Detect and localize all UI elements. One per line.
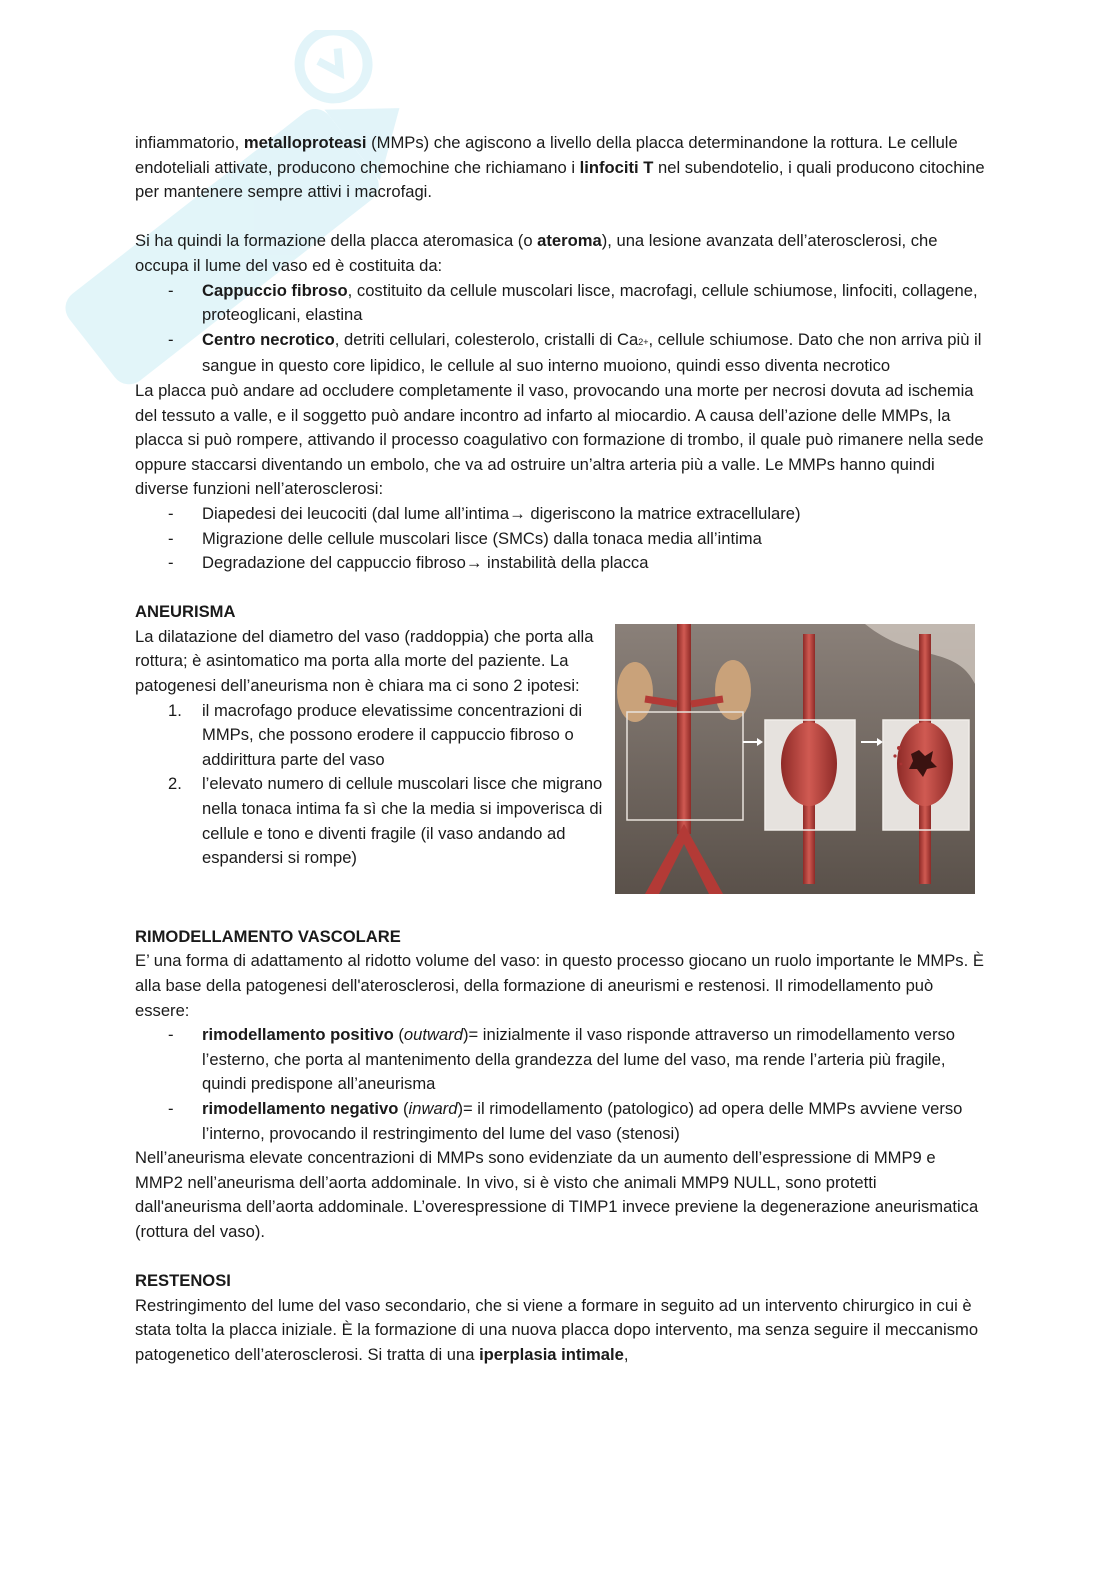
aneurisma-section — [135, 600, 985, 900]
mmp-functions-list — [135, 502, 985, 576]
list-item: - rimodellamento negativo (inward)= il rimodellamento (patologico) ad opera delle MMPs avviene verso l’interno, provocando il restringimento del lume del vaso (stenosi) — [135, 1097, 985, 1146]
section-heading: RESTENOSI — [135, 1271, 231, 1291]
ateroma-components-list — [135, 279, 985, 379]
rimodellamento-list — [135, 1023, 985, 1146]
list-item: - Cappuccio fibroso, costituito da cellule muscolari lisce, macrofagi, cellule schiumose, linfociti, collagene, proteoglicani, elastina — [135, 279, 985, 328]
paragraph-metalloproteasi: infiammatorio, metalloproteasi (MMPs) che agiscono a livello della placca determinandone la rottura. Le cellule endoteliali attivate, producono chemochine che richiamano i linfociti T nel subendotelio, i quali producono citochine per mantenere sempre attivi i macrofagi. — [135, 133, 985, 202]
kidney-right-icon — [715, 660, 751, 720]
aneurisma-hypotheses-list — [135, 699, 615, 871]
section-heading: RIMODELLAMENTO VASCOLARE — [135, 926, 401, 946]
aneurisma-intro: La dilatazione del diametro del vaso (raddoppia) che porta alla rottura; è asintomatico ma porta alla morte del paziente. La patogenesi dell’aneurisma non è chiara ma ci sono 2 ipotesi: — [135, 626, 594, 696]
list-item: 2. l’elevato numero di cellule muscolari lisce che migrano nella tonaca intima fa sì che la media si impoverisca di cellule e tono e diventi fragile (il vaso andando ad espandersi si rompe) — [168, 774, 603, 868]
list-item: - Degradazione del cappuccio fibroso→ instabilità della placca — [135, 551, 985, 576]
list-item: - Centro necrotico, detriti cellulari, colesterolo, cristalli di Ca2+, cellule schiumose. Dato che non arriva più il sangue in questo core lipidico, le cellule al suo interno muoiono, quindi esso diventa necrotico — [135, 328, 985, 379]
restenosi-text: Restringimento del lume del vaso secondario, che si viene a formare in seguito ad un intervento chirurgico in cui è stata tolta la placca iniziale. È la formazione di una nuova placca dopo intervento, ma senza seguire il meccanismo patogenetico dell’aterosclerosi. Si tratta di una iperplasia intimale, — [135, 1295, 979, 1364]
section-heading: ANEURISMA — [135, 602, 236, 622]
list-item: - rimodellamento positivo (outward)= inizialmente il vaso risponde attraverso un rimodellamento verso l’esterno, che porta al mantenimento della grandezza del lume del vaso, ma rende l’arteria più fragile, quindi predispone all’aneurisma — [135, 1023, 985, 1097]
kidney-left-icon — [617, 662, 653, 722]
rimodellamento-outro: Nell’aneurisma elevate concentrazioni di MMPs sono evidenziate da un aumento dell’espressione di MMP9 e MMP2 nell’aneurisma dell’aorta addominale. In vivo, si è visto che animali MMP9 NULL, sono protetti dall'aneurisma dell’aorta addominale. L’overespressione di TIMP1 invece previene la degenerazione aneurismatica (rottura del vaso). — [135, 1148, 979, 1241]
aneurysm-illustration — [615, 624, 975, 894]
document-page — [135, 131, 985, 1368]
list-item: - Migrazione delle cellule muscolari lisce (SMCs) dalla tonaca media all’intima — [135, 527, 985, 552]
paragraph-placca: La placca può andare ad occludere completamente il vaso, provocando una morte per necrosi dovuta ad ischemia del tessuto a valle, e il soggetto può andare incontro ad infarto al miocardio. A causa dell’azione delle MMPs, la placca si può rompere, attivando il processo coagulativo con formazione di trombo, il quale può rimanere nella sede oppure staccarsi diventando un embolo, che va ad ostruire un’altra arteria più a valle. Le MMPs hanno quindi diverse funzioni nell’aterosclerosi: — [135, 380, 984, 499]
list-item: 1. il macrofago produce elevatissime concentrazioni di MMPs, che possono erodere il cappuccio fibroso o addirittura parte del vaso — [168, 700, 583, 769]
aneurysm-dilated-icon — [781, 722, 837, 806]
rimodellamento-intro: E’ una forma di adattamento al ridotto volume del vaso: in questo processo giocano un ruolo importante le MMPs. È alla base della patogenesi dell'aterosclerosi, della formazione di aneurismi e restenosi. Il rimodellamento può essere: — [135, 951, 984, 1020]
list-item: - Diapedesi dei leucociti (dal lume all’intima→ digeriscono la matrice extracellulare) — [135, 502, 985, 527]
paragraph-ateroma: Si ha quindi la formazione della placca ateromasica (o ateroma), una lesione avanzata dell’aterosclerosi, che occupa il lume del vaso ed è costituita da: — [135, 231, 938, 275]
